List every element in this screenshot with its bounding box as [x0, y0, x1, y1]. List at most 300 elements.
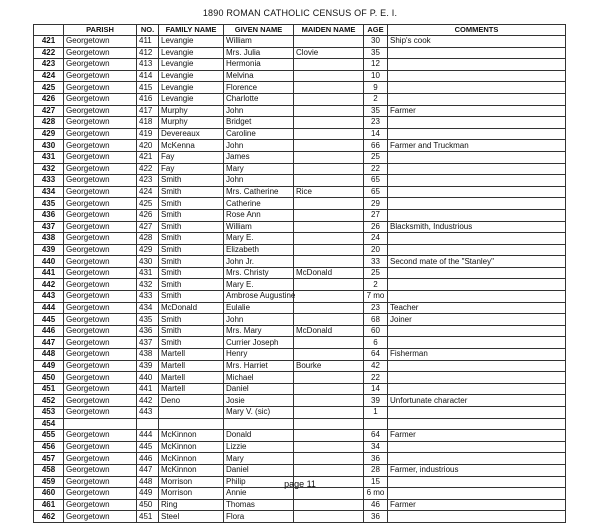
- age-cell: 39: [364, 395, 388, 407]
- parish-cell: Georgetown: [64, 163, 137, 175]
- age-cell: 10: [364, 70, 388, 82]
- family-name-cell: Morrison: [159, 488, 224, 500]
- family-name-cell: Fay: [159, 163, 224, 175]
- parish-cell: Georgetown: [64, 407, 137, 419]
- no-cell: 412: [137, 47, 159, 59]
- comments-cell: [388, 360, 566, 372]
- comments-cell: [388, 337, 566, 349]
- comments-cell: Joiner: [388, 314, 566, 326]
- row-number: 433: [34, 175, 64, 187]
- header-no: NO.: [137, 25, 159, 36]
- row-number: 446: [34, 325, 64, 337]
- age-cell: 25: [364, 151, 388, 163]
- table-row: [34, 233, 566, 245]
- given-name-cell: Mary V. (sic): [224, 407, 294, 419]
- given-name-cell: Charlotte: [224, 93, 294, 105]
- no-cell: 444: [137, 430, 159, 442]
- comments-cell: [388, 209, 566, 221]
- table-row: [34, 198, 566, 210]
- parish-cell: Georgetown: [64, 360, 137, 372]
- given-name-cell: Henry: [224, 349, 294, 361]
- table-row: [34, 151, 566, 163]
- parish-cell: Georgetown: [64, 279, 137, 291]
- given-name-cell: John: [224, 175, 294, 187]
- comments-cell: [388, 198, 566, 210]
- age-cell: 35: [364, 47, 388, 59]
- maiden-name-cell: [294, 175, 364, 187]
- given-name-cell: Bridget: [224, 117, 294, 129]
- age-cell: 9: [364, 82, 388, 94]
- table-row: [34, 244, 566, 256]
- age-cell: 23: [364, 302, 388, 314]
- no-cell: 422: [137, 163, 159, 175]
- given-name-cell: Mary E.: [224, 279, 294, 291]
- given-name-cell: Rose Ann: [224, 209, 294, 221]
- comments-cell: [388, 488, 566, 500]
- family-name-cell: Smith: [159, 279, 224, 291]
- table-row: [34, 325, 566, 337]
- age-cell: 34: [364, 441, 388, 453]
- no-cell: 421: [137, 151, 159, 163]
- family-name-cell: [159, 407, 224, 419]
- comments-cell: Farmer: [388, 430, 566, 442]
- parish-cell: Georgetown: [64, 151, 137, 163]
- parish-cell: Georgetown: [64, 175, 137, 187]
- maiden-name-cell: [294, 383, 364, 395]
- row-number: 448: [34, 349, 64, 361]
- parish-cell: Georgetown: [64, 325, 137, 337]
- family-name-cell: Smith: [159, 291, 224, 303]
- no-cell: 426: [137, 209, 159, 221]
- maiden-name-cell: [294, 314, 364, 326]
- age-cell: 2: [364, 279, 388, 291]
- family-name-cell: Martell: [159, 360, 224, 372]
- no-cell: 451: [137, 511, 159, 523]
- family-name-cell: Murphy: [159, 117, 224, 129]
- no-cell: 439: [137, 360, 159, 372]
- parish-cell: Georgetown: [64, 314, 137, 326]
- given-name-cell: Daniel: [224, 464, 294, 476]
- row-number: 425: [34, 82, 64, 94]
- no-cell: 441: [137, 383, 159, 395]
- comments-cell: [388, 418, 566, 430]
- no-cell: 424: [137, 186, 159, 198]
- age-cell: [364, 418, 388, 430]
- maiden-name-cell: [294, 430, 364, 442]
- table-row: [34, 221, 566, 233]
- maiden-name-cell: [294, 233, 364, 245]
- maiden-name-cell: [294, 93, 364, 105]
- given-name-cell: Mrs. Julia: [224, 47, 294, 59]
- table-row: [34, 47, 566, 59]
- maiden-name-cell: [294, 372, 364, 384]
- age-cell: 6: [364, 337, 388, 349]
- parish-cell: Georgetown: [64, 395, 137, 407]
- family-name-cell: Martell: [159, 383, 224, 395]
- family-name-cell: Levangie: [159, 36, 224, 48]
- table-row: [34, 279, 566, 291]
- family-name-cell: Devereaux: [159, 128, 224, 140]
- table-row: [34, 70, 566, 82]
- table-row: [34, 128, 566, 140]
- family-name-cell: Steel: [159, 511, 224, 523]
- age-cell: 42: [364, 360, 388, 372]
- row-number: 441: [34, 267, 64, 279]
- table-row: [34, 488, 566, 500]
- given-name-cell: Annie: [224, 488, 294, 500]
- parish-cell: Georgetown: [64, 499, 137, 511]
- given-name-cell: William: [224, 36, 294, 48]
- table-row: [34, 186, 566, 198]
- age-cell: 36: [364, 453, 388, 465]
- age-cell: 26: [364, 221, 388, 233]
- parish-cell: Georgetown: [64, 430, 137, 442]
- maiden-name-cell: [294, 499, 364, 511]
- given-name-cell: Thomas: [224, 499, 294, 511]
- no-cell: 420: [137, 140, 159, 152]
- family-name-cell: Levangie: [159, 70, 224, 82]
- given-name-cell: Mary: [224, 163, 294, 175]
- given-name-cell: Caroline: [224, 128, 294, 140]
- family-name-cell: Smith: [159, 314, 224, 326]
- age-cell: 64: [364, 430, 388, 442]
- no-cell: 450: [137, 499, 159, 511]
- maiden-name-cell: [294, 279, 364, 291]
- age-cell: 30: [364, 36, 388, 48]
- maiden-name-cell: Rice: [294, 186, 364, 198]
- maiden-name-cell: [294, 105, 364, 117]
- no-cell: 447: [137, 464, 159, 476]
- maiden-name-cell: [294, 511, 364, 523]
- row-number: 430: [34, 140, 64, 152]
- table-row: [34, 464, 566, 476]
- parish-cell: Georgetown: [64, 291, 137, 303]
- comments-cell: Farmer and Truckman: [388, 140, 566, 152]
- row-number: 455: [34, 430, 64, 442]
- table-row: [34, 383, 566, 395]
- comments-cell: [388, 267, 566, 279]
- family-name-cell: Smith: [159, 256, 224, 268]
- page-footer: page 11: [284, 479, 316, 489]
- family-name-cell: McKinnon: [159, 441, 224, 453]
- family-name-cell: McKenna: [159, 140, 224, 152]
- parish-cell: Georgetown: [64, 59, 137, 71]
- maiden-name-cell: [294, 441, 364, 453]
- no-cell: 446: [137, 453, 159, 465]
- maiden-name-cell: [294, 302, 364, 314]
- header-parish: PARISH: [64, 25, 137, 36]
- no-cell: 436: [137, 325, 159, 337]
- table-row: [34, 82, 566, 94]
- age-cell: 2: [364, 93, 388, 105]
- given-name-cell: Josie: [224, 395, 294, 407]
- given-name-cell: John: [224, 105, 294, 117]
- age-cell: 65: [364, 186, 388, 198]
- family-name-cell: Levangie: [159, 59, 224, 71]
- family-name-cell: Morrison: [159, 476, 224, 488]
- family-name-cell: Smith: [159, 325, 224, 337]
- maiden-name-cell: [294, 117, 364, 129]
- no-cell: 431: [137, 267, 159, 279]
- parish-cell: Georgetown: [64, 464, 137, 476]
- age-cell: 23: [364, 117, 388, 129]
- family-name-cell: McKinnon: [159, 464, 224, 476]
- row-number: 442: [34, 279, 64, 291]
- family-name-cell: Ring: [159, 499, 224, 511]
- family-name-cell: Levangie: [159, 47, 224, 59]
- maiden-name-cell: [294, 140, 364, 152]
- row-number: 434: [34, 186, 64, 198]
- family-name-cell: Fay: [159, 151, 224, 163]
- no-cell: 428: [137, 233, 159, 245]
- maiden-name-cell: [294, 221, 364, 233]
- age-cell: 14: [364, 383, 388, 395]
- row-number: 457: [34, 453, 64, 465]
- table-row: [34, 302, 566, 314]
- table-row: [34, 441, 566, 453]
- parish-cell: Georgetown: [64, 244, 137, 256]
- table-row: [34, 267, 566, 279]
- comments-cell: Farmer: [388, 105, 566, 117]
- given-name-cell: John: [224, 140, 294, 152]
- parish-cell: Georgetown: [64, 372, 137, 384]
- age-cell: 24: [364, 233, 388, 245]
- row-number: 456: [34, 441, 64, 453]
- comments-cell: [388, 453, 566, 465]
- table-row: [34, 93, 566, 105]
- comments-cell: Second mate of the "Stanley": [388, 256, 566, 268]
- family-name-cell: Smith: [159, 186, 224, 198]
- maiden-name-cell: Bourke: [294, 360, 364, 372]
- family-name-cell: Smith: [159, 175, 224, 187]
- parish-cell: Georgetown: [64, 337, 137, 349]
- given-name-cell: Mary E.: [224, 233, 294, 245]
- row-number: 429: [34, 128, 64, 140]
- row-number: 422: [34, 47, 64, 59]
- age-cell: 20: [364, 244, 388, 256]
- maiden-name-cell: [294, 128, 364, 140]
- maiden-name-cell: [294, 82, 364, 94]
- no-cell: 429: [137, 244, 159, 256]
- row-number: 453: [34, 407, 64, 419]
- age-cell: 25: [364, 267, 388, 279]
- maiden-name-cell: [294, 349, 364, 361]
- comments-cell: Fisherman: [388, 349, 566, 361]
- row-number: 447: [34, 337, 64, 349]
- given-name-cell: Mrs. Mary: [224, 325, 294, 337]
- maiden-name-cell: [294, 198, 364, 210]
- maiden-name-cell: [294, 163, 364, 175]
- family-name-cell: Smith: [159, 198, 224, 210]
- parish-cell: Georgetown: [64, 105, 137, 117]
- family-name-cell: Smith: [159, 209, 224, 221]
- age-cell: 33: [364, 256, 388, 268]
- no-cell: 427: [137, 221, 159, 233]
- comments-cell: [388, 279, 566, 291]
- table-row: [34, 59, 566, 71]
- row-number: 426: [34, 93, 64, 105]
- maiden-name-cell: [294, 70, 364, 82]
- age-cell: 27: [364, 209, 388, 221]
- age-cell: 46: [364, 499, 388, 511]
- comments-cell: [388, 511, 566, 523]
- comments-cell: Unfortunate character: [388, 395, 566, 407]
- no-cell: 443: [137, 407, 159, 419]
- table-row: [34, 117, 566, 129]
- comments-cell: [388, 383, 566, 395]
- parish-cell: Georgetown: [64, 117, 137, 129]
- given-name-cell: [224, 418, 294, 430]
- comments-cell: [388, 441, 566, 453]
- table-row: [34, 407, 566, 419]
- no-cell: 425: [137, 198, 159, 210]
- given-name-cell: John: [224, 314, 294, 326]
- given-name-cell: Mrs. Harriet: [224, 360, 294, 372]
- row-number: 427: [34, 105, 64, 117]
- table-row: [34, 360, 566, 372]
- row-number: 440: [34, 256, 64, 268]
- comments-cell: Farmer: [388, 499, 566, 511]
- age-cell: 7 mo: [364, 291, 388, 303]
- parish-cell: Georgetown: [64, 349, 137, 361]
- row-number: 461: [34, 499, 64, 511]
- family-name-cell: McDonald: [159, 302, 224, 314]
- no-cell: 438: [137, 349, 159, 361]
- age-cell: 68: [364, 314, 388, 326]
- table-row: [34, 430, 566, 442]
- table-row: [34, 349, 566, 361]
- comments-cell: [388, 175, 566, 187]
- no-cell: 445: [137, 441, 159, 453]
- family-name-cell: Deno: [159, 395, 224, 407]
- header-age: AGE: [364, 25, 388, 36]
- row-number: 424: [34, 70, 64, 82]
- comments-cell: [388, 186, 566, 198]
- maiden-name-cell: [294, 464, 364, 476]
- no-cell: 417: [137, 105, 159, 117]
- age-cell: 35: [364, 105, 388, 117]
- comments-cell: [388, 407, 566, 419]
- no-cell: 440: [137, 372, 159, 384]
- maiden-name-cell: [294, 407, 364, 419]
- given-name-cell: Hermonia: [224, 59, 294, 71]
- given-name-cell: Eulalie: [224, 302, 294, 314]
- comments-cell: [388, 244, 566, 256]
- maiden-name-cell: [294, 256, 364, 268]
- row-number: 451: [34, 383, 64, 395]
- comments-cell: Blacksmith, Industrious: [388, 221, 566, 233]
- maiden-name-cell: [294, 453, 364, 465]
- age-cell: 15: [364, 476, 388, 488]
- comments-cell: [388, 59, 566, 71]
- table-row: [34, 395, 566, 407]
- given-name-cell: Catherine: [224, 198, 294, 210]
- no-cell: 437: [137, 337, 159, 349]
- maiden-name-cell: McDonald: [294, 267, 364, 279]
- age-cell: 66: [364, 140, 388, 152]
- age-cell: 14: [364, 128, 388, 140]
- comments-cell: [388, 325, 566, 337]
- given-name-cell: Philip: [224, 476, 294, 488]
- given-name-cell: Lizzie: [224, 441, 294, 453]
- maiden-name-cell: [294, 337, 364, 349]
- given-name-cell: Florence: [224, 82, 294, 94]
- comments-cell: [388, 291, 566, 303]
- parish-cell: Georgetown: [64, 128, 137, 140]
- parish-cell: Georgetown: [64, 256, 137, 268]
- no-cell: 448: [137, 476, 159, 488]
- no-cell: 413: [137, 59, 159, 71]
- maiden-name-cell: [294, 291, 364, 303]
- table-row: [34, 453, 566, 465]
- parish-cell: Georgetown: [64, 488, 137, 500]
- table-row: [34, 36, 566, 48]
- maiden-name-cell: Clovie: [294, 47, 364, 59]
- header-given-name: GIVEN NAME: [224, 25, 294, 36]
- comments-cell: [388, 163, 566, 175]
- no-cell: [137, 418, 159, 430]
- row-number: 445: [34, 314, 64, 326]
- comments-cell: Ship's cook: [388, 36, 566, 48]
- given-name-cell: Mary: [224, 453, 294, 465]
- comments-cell: [388, 151, 566, 163]
- row-number: 450: [34, 372, 64, 384]
- no-cell: 435: [137, 314, 159, 326]
- comments-cell: [388, 372, 566, 384]
- maiden-name-cell: [294, 36, 364, 48]
- maiden-name-cell: [294, 488, 364, 500]
- maiden-name-cell: [294, 418, 364, 430]
- comments-cell: Teacher: [388, 302, 566, 314]
- family-name-cell: Smith: [159, 221, 224, 233]
- parish-cell: [64, 418, 137, 430]
- comments-cell: [388, 70, 566, 82]
- given-name-cell: William: [224, 221, 294, 233]
- no-cell: 414: [137, 70, 159, 82]
- age-cell: 60: [364, 325, 388, 337]
- no-cell: 415: [137, 82, 159, 94]
- age-cell: 28: [364, 464, 388, 476]
- maiden-name-cell: [294, 209, 364, 221]
- no-cell: 433: [137, 291, 159, 303]
- no-cell: 416: [137, 93, 159, 105]
- comments-cell: [388, 47, 566, 59]
- census-table-body: [34, 36, 566, 523]
- comments-cell: [388, 117, 566, 129]
- family-name-cell: McKinnon: [159, 453, 224, 465]
- row-number: 439: [34, 244, 64, 256]
- family-name-cell: Levangie: [159, 93, 224, 105]
- table-row: [34, 256, 566, 268]
- age-cell: 29: [364, 198, 388, 210]
- parish-cell: Georgetown: [64, 453, 137, 465]
- family-name-cell: Smith: [159, 267, 224, 279]
- row-number: 460: [34, 488, 64, 500]
- comments-cell: [388, 93, 566, 105]
- given-name-cell: Elizabeth: [224, 244, 294, 256]
- given-name-cell: Mrs. Catherine: [224, 186, 294, 198]
- maiden-name-cell: [294, 59, 364, 71]
- table-row: [34, 209, 566, 221]
- row-number: 435: [34, 198, 64, 210]
- parish-cell: Georgetown: [64, 47, 137, 59]
- no-cell: 449: [137, 488, 159, 500]
- row-number: 443: [34, 291, 64, 303]
- given-name-cell: Melvina: [224, 70, 294, 82]
- family-name-cell: Smith: [159, 337, 224, 349]
- table-header-row: [34, 25, 566, 36]
- family-name-cell: Levangie: [159, 82, 224, 94]
